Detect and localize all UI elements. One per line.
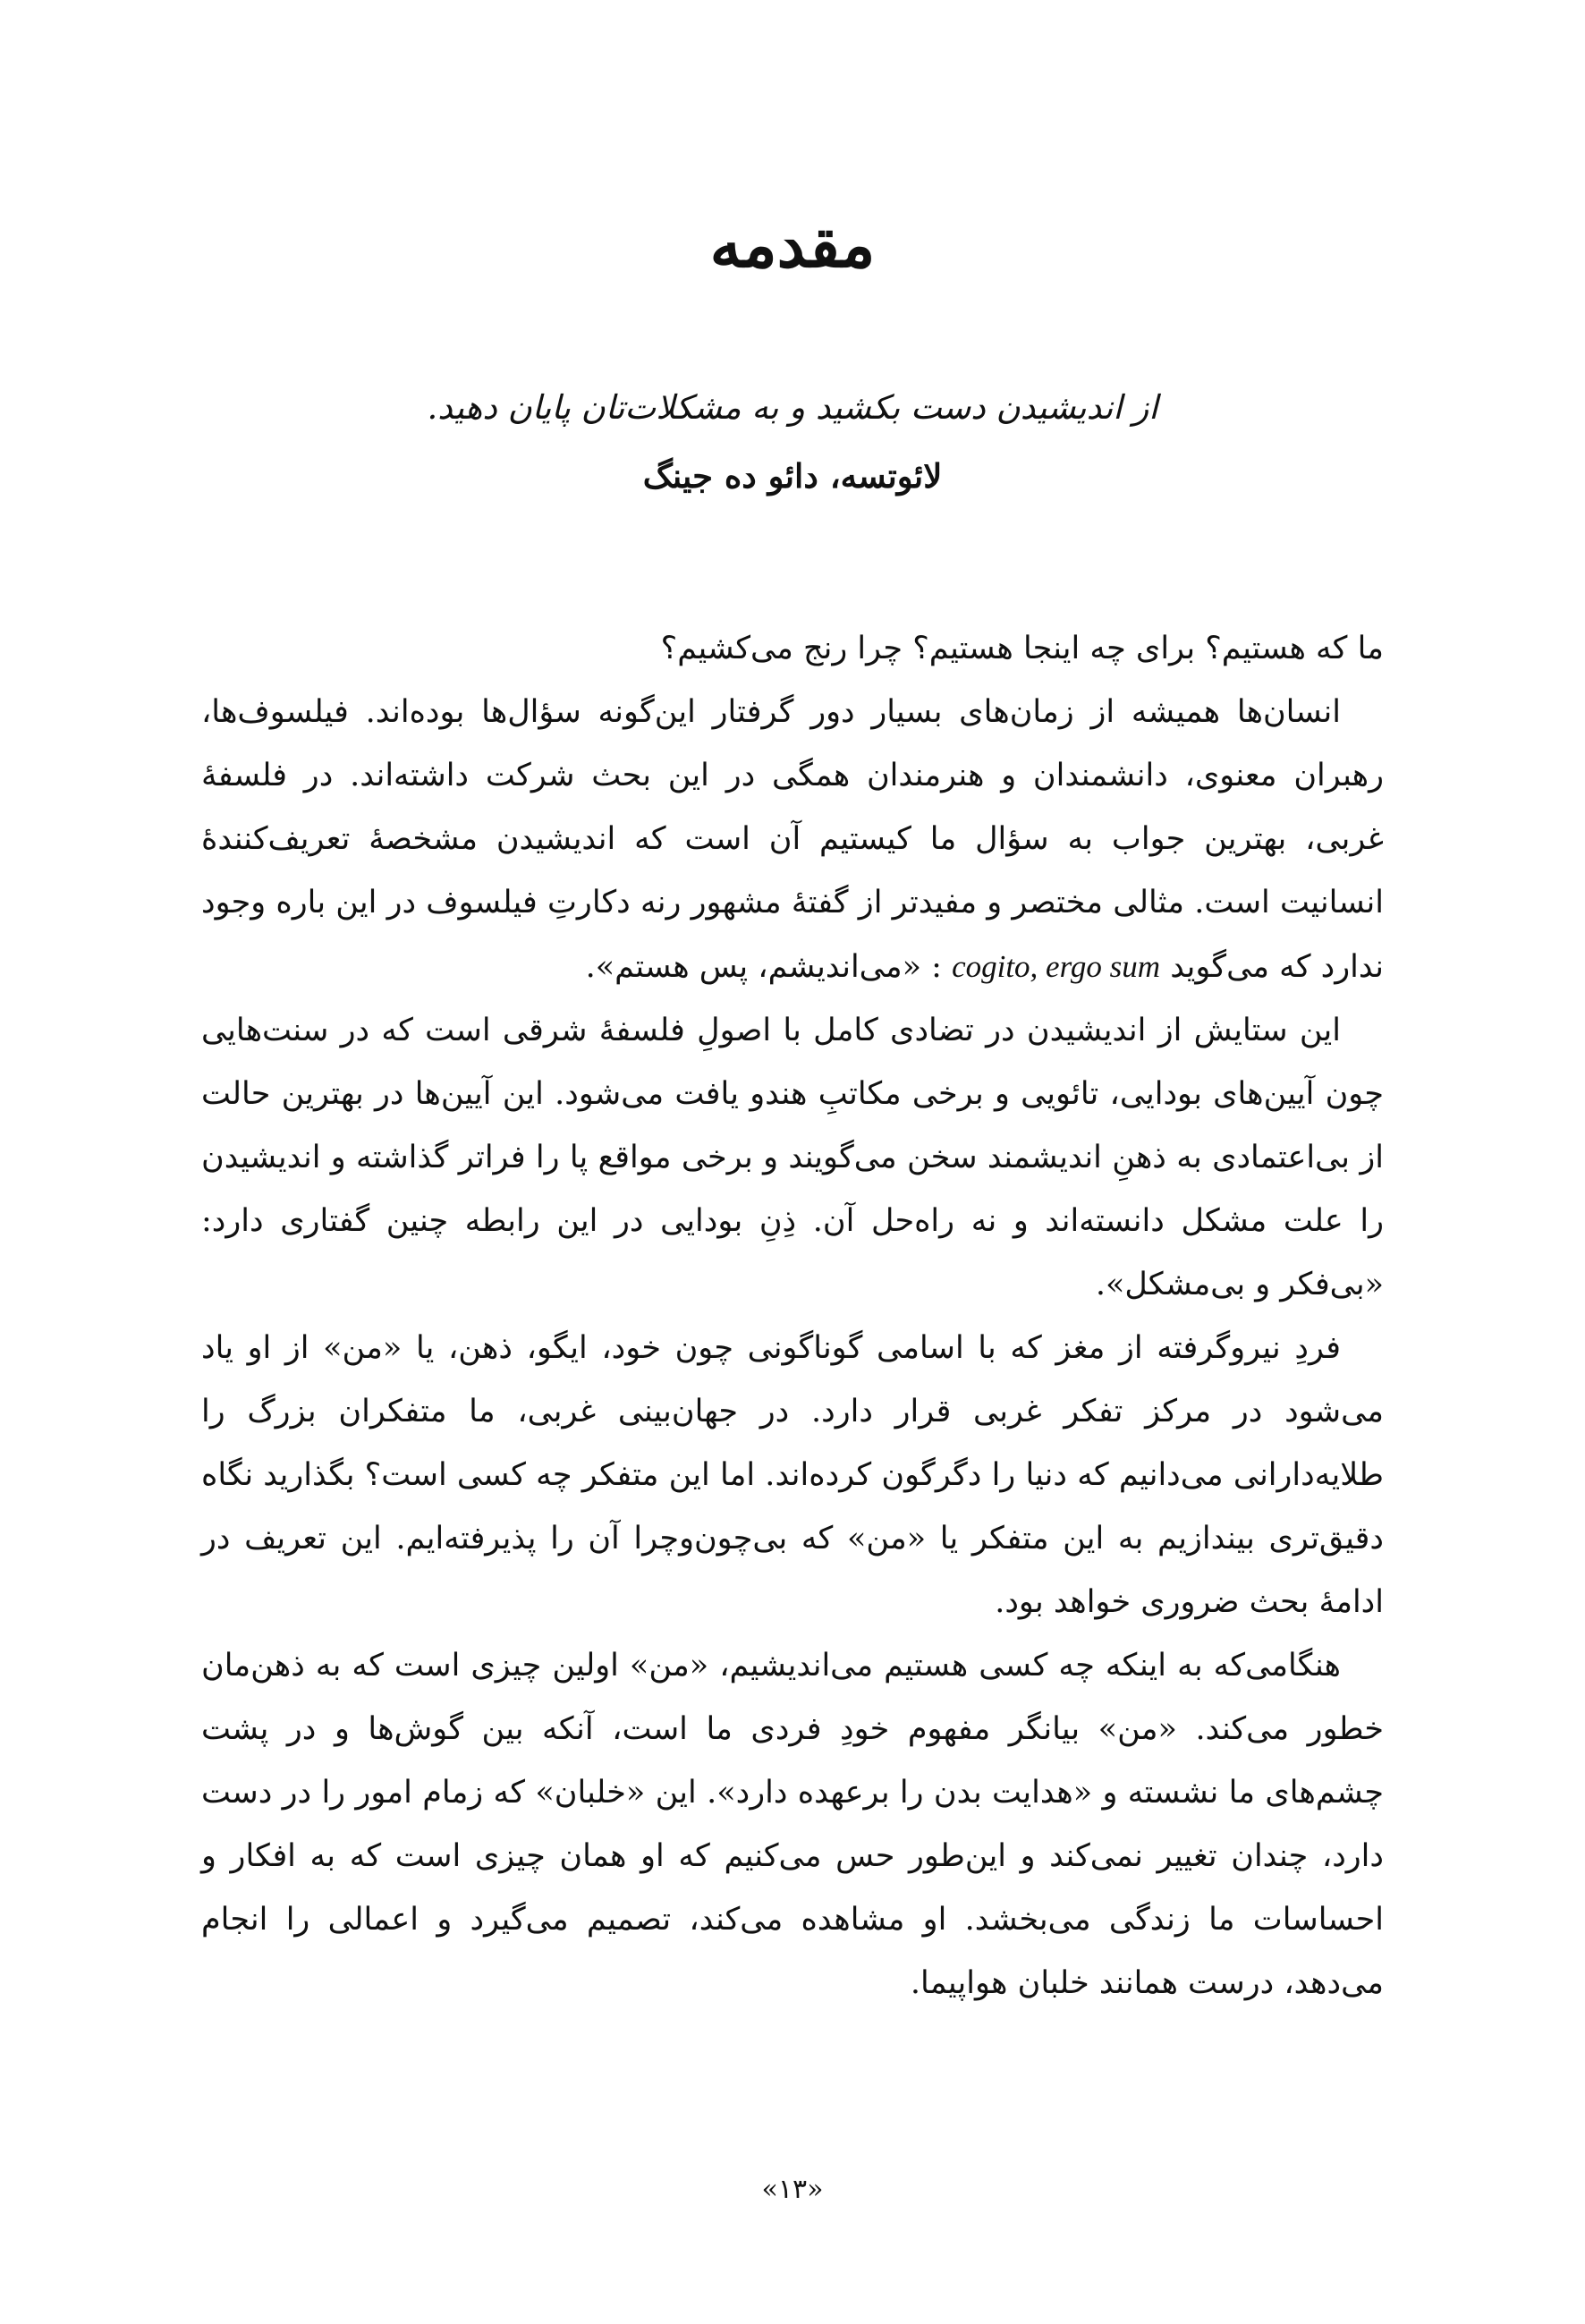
- body-text: [201, 617, 1384, 2015]
- latin-quote: cogito, ergo sum: [952, 949, 1161, 984]
- paragraph-2-text: انسان‌ها همیشه از زمان‌های بسیار دور گرفتار این‌گونه سؤال‌ها بوده‌اند. فیلسوف‌ها، رهبران معنوی، دانشمندان و هنرمندان همگی در این بحث شرکت داشته‌اند. در فلسفهٔ غربی، بهترین جواب به سؤال ما کیستیم آن است که اندیشیدن مشخصهٔ تعریف‌کنندهٔ انسانیت است. مثالی مختصر و مفیدتر از گفتهٔ مشهور رنه دکارتِ فیلسوف در این باره وجود ندارد که می‌گوید: [201, 694, 1384, 985]
- paragraph-3: این ستایش از اندیشیدن در تضادی کامل با اصولِ فلسفهٔ شرقی است که در سنت‌هایی چون آیین‌های بودایی، تائویی و برخی مکاتبِ هندو یافت می‌شود. این آیین‌ها در بهترین حالت از بی‌اعتمادی به ذهنِ اندیشمند سخن می‌گویند و برخی مواقع پا را فراتر گذاشته و اندیشیدن را علت مشکل دانسته‌اند و نه راه‌حل آن. ذِنِ بودایی در این رابطه چنین گفتاری دارد: «بی‌فکر و بی‌مشکل».: [201, 1013, 1384, 1302]
- latin-translation: : «می‌اندیشم، پس هستم».: [585, 949, 942, 985]
- paragraph-5: هنگامی‌که به اینکه چه کسی هستیم می‌اندیشیم، «من» اولین چیزی است که به ذهن‌مان خطور می‌کند. «من» بیانگر مفهوم خودِ فردی ما است، آنکه بین گوش‌ها و در پشت چشم‌های ما نشسته و «هدایت بدن را برعهده دارد». این «خلبان» که زمام امور را در دست دارد، چندان تغییر نمی‌کند و این‌طور حس می‌کنیم که او همان چیزی است که به افکار و احساسات ما زندگی می‌بخشد. او مشاهده می‌کند، تصمیم می‌گیرد و اعمالی را انجام می‌دهد، درست همانند خلبان هواپیما.: [201, 1648, 1384, 2001]
- paragraph-2: [201, 681, 1384, 999]
- paragraph-1: ما که هستیم؟ برای چه اینجا هستیم؟ چرا رنج می‌کشیم؟: [660, 631, 1384, 666]
- page-number: «۱۳»: [761, 2174, 824, 2205]
- epigraph-source: لائوتسه، دائو ده جینگ: [642, 456, 943, 496]
- paragraph-4: فردِ نیروگرفته از مغز که با اسامی گوناگونی چون خود، ایگو، ذهن، یا «من» از او یاد می‌شود در مرکز تفکر غربی قرار دارد. در جهان‌بینی غربی، ما متفکران بزرگ را طلایه‌دارانی می‌دانیم که دنیا را دگرگون کرده‌اند. اما این متفکر چه کسی است؟ بگذارید نگاه دقیق‌تری بیندازیم به این متفکر یا «من» که بی‌چون‌وچرا آن را پذیرفته‌ایم. این تعریف در ادامهٔ بحث ضروری خواهد بود.: [201, 1330, 1385, 1620]
- chapter-title: مقدمه: [709, 208, 876, 282]
- epigraph: [268, 374, 1317, 510]
- epigraph-quote: از اندیشیدن دست بکشید و به مشکلات‌تان پایان دهید.: [427, 388, 1158, 427]
